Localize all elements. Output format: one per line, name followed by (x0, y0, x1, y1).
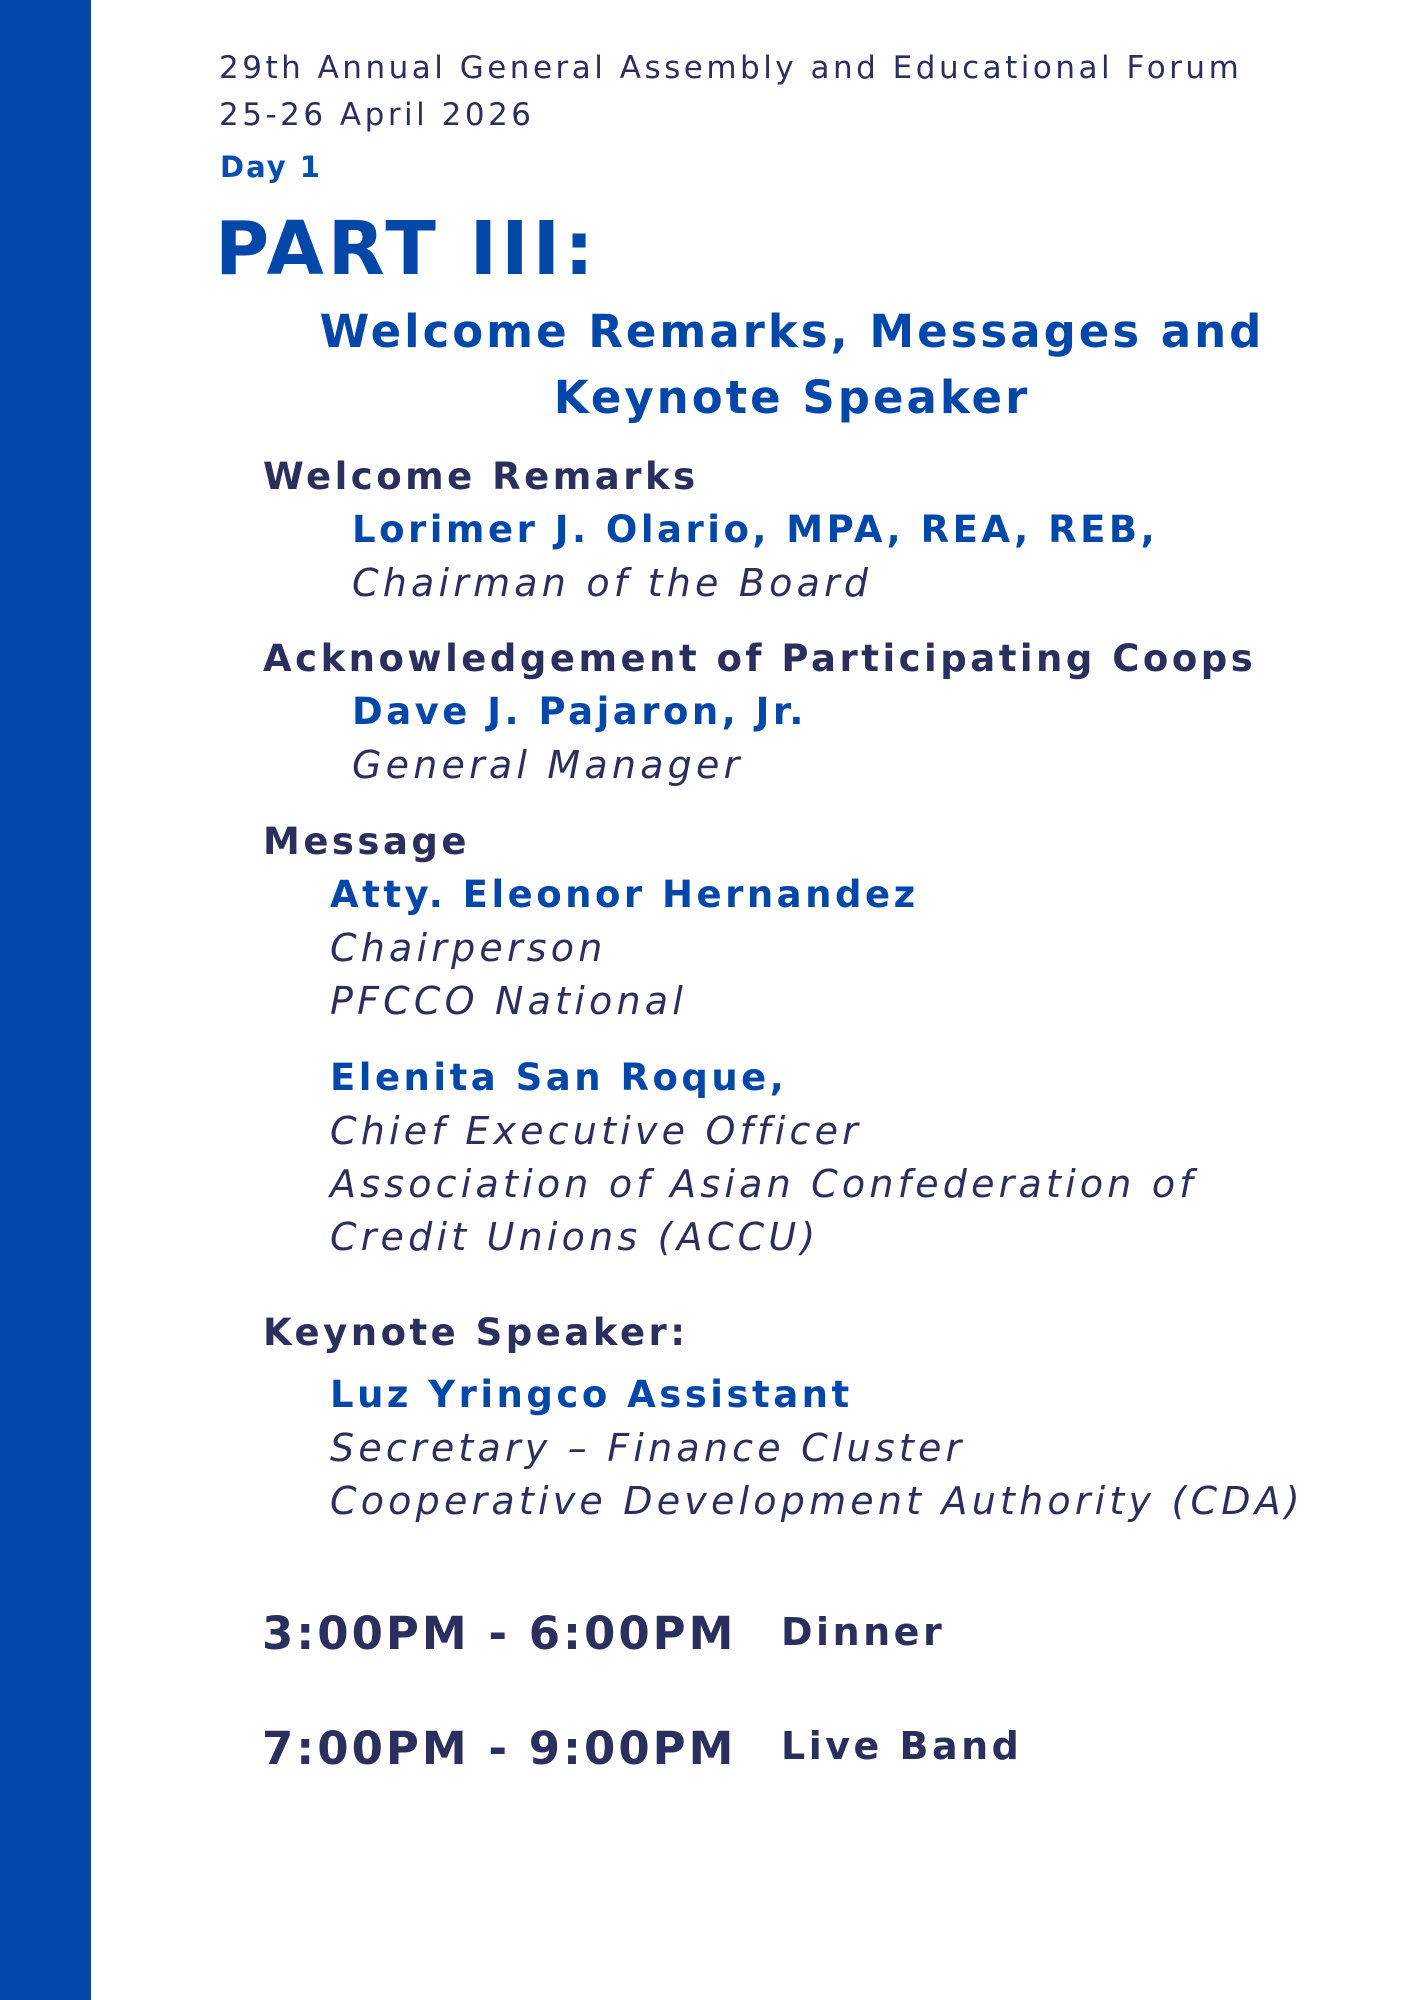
schedule-activity-1: Dinner (781, 1610, 946, 1654)
message-speaker-2-name: Elenita San Roque, (330, 1056, 788, 1099)
acknowledgement-heading: Acknowledgement of Participating Coops (263, 637, 1257, 680)
message-speaker-2-role-line3: Credit Unions (ACCU) (330, 1215, 820, 1259)
left-accent-bar (0, 0, 91, 2000)
schedule-activity-2: Live Band (781, 1724, 1023, 1768)
message-speaker-2-role-line2: Association of Asian Confederation of (330, 1162, 1197, 1206)
message-speaker-1-name: Atty. Eleonor Hernandez (330, 873, 919, 916)
message-heading: Message (263, 820, 471, 863)
day-label: Day 1 (220, 150, 322, 184)
acknowledgement-speaker-role: General Manager (352, 743, 744, 787)
message-speaker-1-role-line2: PFCCO National (330, 979, 687, 1023)
event-title: 29th Annual General Assembly and Educational Forum (219, 50, 1243, 86)
welcome-remarks-speaker-role: Chairman of the Board (352, 561, 873, 605)
message-speaker-2-role-line1: Chief Executive Officer (330, 1109, 862, 1153)
keynote-speaker-role-line2: Cooperative Development Authority (CDA) (330, 1479, 1304, 1523)
schedule-time-2: 7:00PM - 9:00PM (262, 1722, 737, 1775)
message-speaker-1-role-line1: Chairperson (330, 926, 607, 970)
acknowledgement-speaker-name: Dave J. Pajaron, Jr. (352, 690, 807, 733)
event-dates: 25-26 April 2026 (219, 97, 535, 133)
keynote-heading: Keynote Speaker: (263, 1311, 689, 1354)
keynote-speaker-role-line1: Secretary – Finance Cluster (330, 1426, 966, 1470)
part-title: PART III: (215, 206, 598, 292)
part-subtitle (260, 299, 1324, 431)
part-subtitle-line2: Keynote Speaker (553, 371, 1031, 424)
keynote-speaker-name: Luz Yringco Assistant (330, 1373, 853, 1416)
schedule-time-1: 3:00PM - 6:00PM (262, 1607, 737, 1660)
part-subtitle-line1: Welcome Remarks, Messages and (319, 305, 1265, 358)
welcome-remarks-speaker-name: Lorimer J. Olario, MPA, REA, REB, (352, 508, 1159, 551)
welcome-remarks-heading: Welcome Remarks (263, 455, 699, 498)
